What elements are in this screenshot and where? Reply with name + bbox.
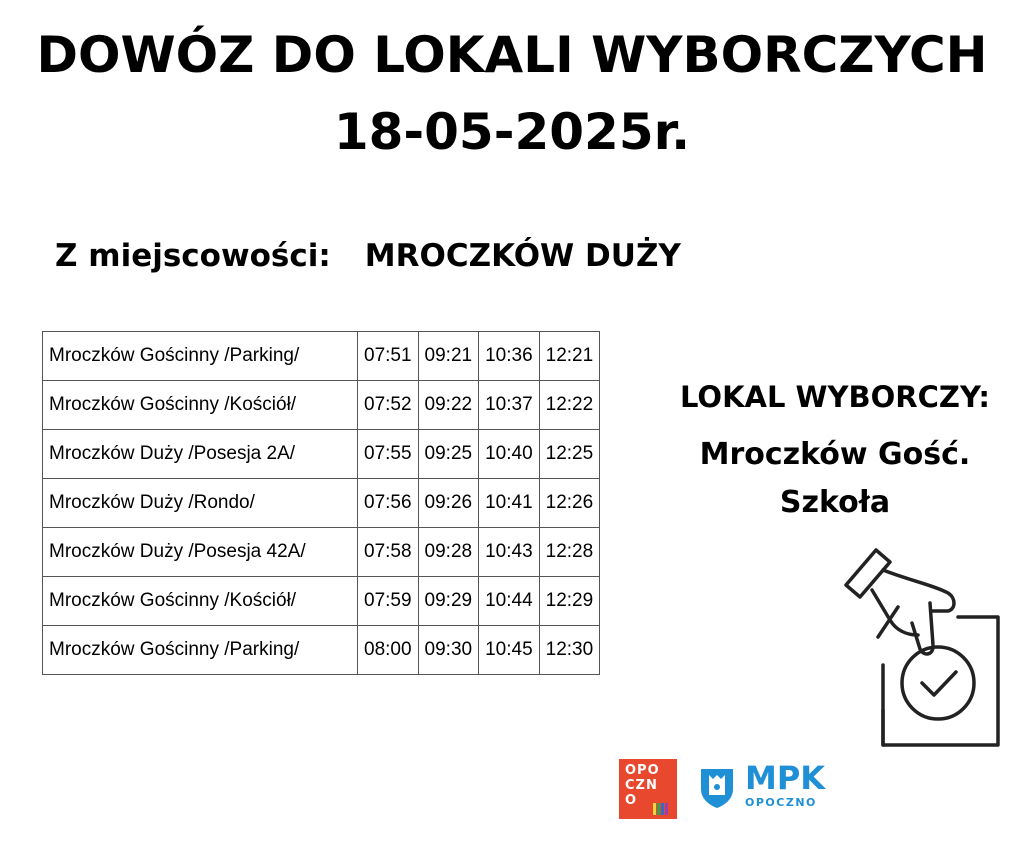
departure-time-cell: 07:52 (358, 381, 419, 430)
mpk-logo-name: MPK (745, 759, 826, 797)
table-row (43, 381, 600, 430)
opoczno-logo-stripes (653, 803, 671, 815)
origin-row (55, 238, 681, 274)
departure-time-cell: 07:56 (358, 479, 419, 528)
polling-heading: LOKAL WYBORCZY: (679, 380, 991, 414)
departure-time-cell: 09:22 (418, 381, 479, 430)
departure-time-cell: 12:28 (539, 528, 600, 577)
departure-time-cell: 12:30 (539, 626, 600, 675)
departure-time-cell: 10:44 (479, 577, 540, 626)
departure-time-cell: 10:45 (479, 626, 540, 675)
stop-name-cell: Mroczków Gościnny /Kościół/ (43, 577, 358, 626)
departure-time-cell: 09:21 (418, 332, 479, 381)
opoczno-logo-line-1: OPO (625, 763, 660, 778)
polling-address-line-2: Szkoła (779, 485, 891, 520)
departure-time-cell: 09:26 (418, 479, 479, 528)
departure-time-cell: 09:25 (418, 430, 479, 479)
departure-time-cell: 10:43 (479, 528, 540, 577)
departure-time-cell: 09:29 (418, 577, 479, 626)
departure-time-cell: 09:30 (418, 626, 479, 675)
table-row (43, 528, 600, 577)
departure-time-cell: 12:22 (539, 381, 600, 430)
mpk-crest-icon (697, 765, 737, 809)
departure-time-cell: 08:00 (358, 626, 419, 675)
stop-name-cell: Mroczków Gościnny /Kościół/ (43, 381, 358, 430)
ballot-box-hand-icon (838, 545, 1008, 750)
departure-time-cell: 10:36 (479, 332, 540, 381)
departure-time-cell: 10:37 (479, 381, 540, 430)
table-row (43, 577, 600, 626)
stop-name-cell: Mroczków Gościnny /Parking/ (43, 332, 358, 381)
stop-name-cell: Mroczków Duży /Posesja 42A/ (43, 528, 358, 577)
page-title-line-1: DOWÓZ DO LOKALI WYBORCZYCH (36, 26, 988, 84)
table-row (43, 479, 600, 528)
stop-name-cell: Mroczków Duży /Posesja 2A/ (43, 430, 358, 479)
origin-label: Z miejscowości: (55, 238, 331, 274)
departure-time-cell: 07:51 (358, 332, 419, 381)
departure-time-cell: 07:55 (358, 430, 419, 479)
departure-time-cell: 10:40 (479, 430, 540, 479)
departure-time-cell: 12:26 (539, 479, 600, 528)
opoczno-logo-line-3: O (625, 793, 638, 808)
table-row (43, 332, 600, 381)
departure-time-cell: 12:29 (539, 577, 600, 626)
opoczno-logo (619, 759, 677, 819)
departure-time-cell: 07:59 (358, 577, 419, 626)
stop-name-cell: Mroczków Duży /Rondo/ (43, 479, 358, 528)
departure-time-cell: 09:28 (418, 528, 479, 577)
departure-time-cell: 12:21 (539, 332, 600, 381)
table-row (43, 626, 600, 675)
polling-address-line-1: Mroczków Gość. (699, 437, 971, 472)
stop-name-cell: Mroczków Gościnny /Parking/ (43, 626, 358, 675)
departure-time-cell: 10:41 (479, 479, 540, 528)
departure-time-cell: 07:58 (358, 528, 419, 577)
departure-time-cell: 12:25 (539, 430, 600, 479)
opoczno-logo-line-2: CZN (625, 778, 658, 793)
table-row (43, 430, 600, 479)
origin-place: MROCZKÓW DUŻY (364, 238, 681, 274)
mpk-logo-sub: OPOCZNO (745, 796, 817, 809)
schedule-table (42, 331, 600, 675)
page-title-date: 18-05-2025r. (333, 103, 691, 161)
